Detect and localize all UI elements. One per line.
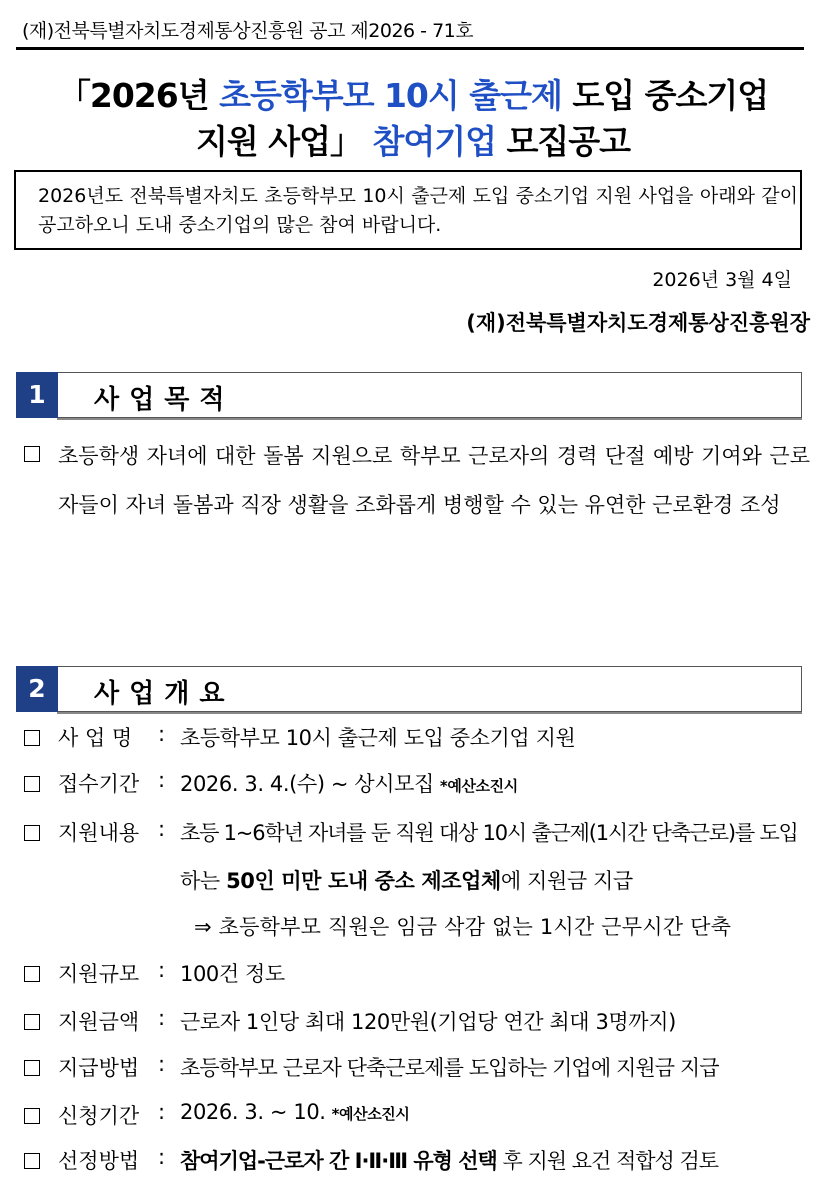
target-companies: 50인 미만 도내 중소 제조업체 xyxy=(226,869,501,893)
content-continuation xyxy=(180,865,633,895)
colon: : xyxy=(158,768,166,792)
checkbox-square xyxy=(24,776,40,792)
title-part: 도입 중소기업 xyxy=(561,76,769,115)
row-value: 초등학부모 근로자 단축근로제를 도입하는 기업에 지원금 지급 xyxy=(180,1056,719,1080)
row-label: 지급방법 xyxy=(58,1056,140,1080)
overview-row-method xyxy=(0,1050,826,1086)
apply-value: 2026. 3. ~ 10. xyxy=(180,1100,326,1124)
overview-row-select xyxy=(0,1143,826,1179)
notice-number: (재)전북특별자치도경제통상진흥원 공고 제2026 - 71호 xyxy=(22,20,474,42)
section-number: 1 xyxy=(16,372,58,418)
text-part: 후 지원 요건 적합성 검토 xyxy=(496,1149,719,1173)
checkbox-square xyxy=(24,1060,40,1076)
text-part: 하는 xyxy=(180,869,227,893)
section-title: 사업개요 xyxy=(94,679,235,709)
period-value: 2026. 3. 4.(수) ~ 상시모집 xyxy=(180,772,434,796)
notice-date: 2026년 3월 4일 xyxy=(652,269,792,291)
colon: : xyxy=(158,817,166,841)
purpose-text: 초등학생 자녀에 대한 돌봄 지원으로 학부모 근로자의 경력 단절 예방 기여와 근로자들이 자녀 돌봄과 직장 생활을 조화롭게 병행할 수 있는 유연한 근로환경 조성 xyxy=(58,444,810,517)
row-value: 근로자 1인당 최대 120만원(기업당 연간 최대 3명까지) xyxy=(180,1010,676,1034)
overview-row-apply xyxy=(0,1098,826,1134)
row-label: 접수기간 xyxy=(58,772,140,796)
checkbox-square xyxy=(24,825,40,841)
section-number: 2 xyxy=(16,666,58,712)
colon: : xyxy=(158,1006,166,1030)
title-part: 모집공고 xyxy=(496,122,631,161)
checkbox-square xyxy=(24,966,40,982)
signer: (재)전북특별자치도경제통상진흥원장 xyxy=(466,311,810,335)
overview-row-amount xyxy=(0,1004,826,1040)
section-title-bar xyxy=(58,666,802,712)
section-header-overview xyxy=(16,666,802,712)
title-part: 「2026년 xyxy=(57,76,220,115)
title-highlight: 참여기업 xyxy=(372,122,496,161)
colon: : xyxy=(158,722,166,746)
checkbox-square xyxy=(24,1153,40,1169)
checkbox-square xyxy=(24,446,40,462)
section-header-purpose xyxy=(16,372,802,418)
selection-type: 참여기업-근로자 간 Ⅰ·Ⅱ·Ⅲ 유형 선택 xyxy=(180,1149,497,1173)
budget-note: *예산소진시 xyxy=(331,1105,410,1123)
row-value xyxy=(180,1100,409,1124)
intro-text: 2026년도 전북특별자치도 초등학부모 10시 출근제 도입 중소기업 지원 사업을 아래와 같이 공고하오니 도내 중소기업의 많은 참여 바랍니다. xyxy=(38,185,798,236)
colon: : xyxy=(158,958,166,982)
checkbox-square xyxy=(24,1108,40,1124)
budget-note: *예산소진시 xyxy=(439,777,518,795)
row-label: 신청기간 xyxy=(58,1104,140,1128)
row-value: 100건 정도 xyxy=(180,962,285,986)
title-part: 지원 사업」 xyxy=(195,122,373,161)
section-title-bar xyxy=(58,372,802,418)
checkbox-square xyxy=(24,730,40,746)
colon: : xyxy=(158,1145,166,1169)
checkbox-square xyxy=(24,1014,40,1030)
intro-box xyxy=(14,170,802,250)
colon: : xyxy=(158,1052,166,1076)
title-highlight: 초등학부모 10시 출근제 xyxy=(219,76,562,115)
row-label: 선정방법 xyxy=(58,1149,140,1173)
overview-row-name xyxy=(0,720,826,756)
row-label: 사 업 명 xyxy=(58,726,133,750)
colon: : xyxy=(158,1100,166,1124)
overview-row-scale xyxy=(0,956,826,992)
title-line-1 xyxy=(0,70,826,117)
overview-row-period xyxy=(0,766,826,802)
row-label: 지원규모 xyxy=(58,962,140,986)
title-line-2 xyxy=(0,116,826,163)
row-label: 지원내용 xyxy=(58,821,140,845)
content-arrow-line: ⇒ 초등학부모 직원은 임금 삭감 없는 1시간 근무시간 단축 xyxy=(194,915,732,939)
row-value xyxy=(180,768,518,798)
row-value: 초등학부모 10시 출근제 도입 중소기업 지원 xyxy=(180,726,576,750)
row-value: 초등 1~6학년 자녀를 둔 직원 대상 10시 출근제(1시간 단축근로)를 도입 xyxy=(180,821,798,845)
section-title: 사업목적 xyxy=(94,385,235,415)
row-value xyxy=(180,1145,718,1175)
header-rule xyxy=(16,47,804,50)
overview-row-content xyxy=(0,815,826,851)
row-label: 지원금액 xyxy=(58,1010,140,1034)
text-part: 에 지원금 지급 xyxy=(500,869,633,893)
